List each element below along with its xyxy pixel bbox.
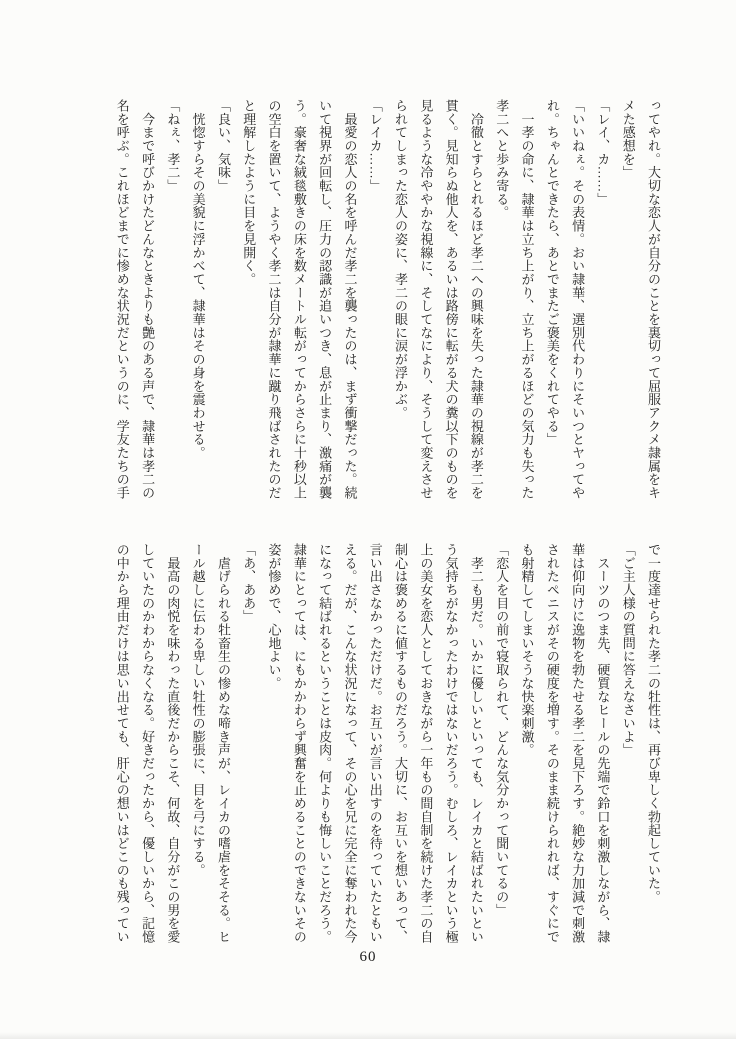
text-column: 恍惚すらその美貌に浮かべて、隷華はその身を震わせる。 [190, 99, 206, 460]
text-column: 「あ、ああ」 [241, 543, 257, 624]
text-column: 冷徹とすらとれるほど孝二への興味を失った隷華の視線が孝二を [468, 99, 484, 500]
text-column: の中から理由だけは思い出せても、肝心の想いはどこのも残ってい [114, 543, 130, 944]
text-column: 最高の肉悦を味わった直後だからこそ、何故、自分がこの男を愛 [165, 543, 181, 944]
text-column: スーツのつま先、硬質なヒールの先端で鈴口を刺激しながら、隷 [595, 543, 611, 944]
text-column: られてしまった恋人の姿に、孝二の眼に涙が浮かぶ。 [393, 99, 409, 420]
text-column: も射精してしまいそうな快楽刺激。 [519, 543, 535, 757]
text-column: 「いいねぇ。その表情。おい隷華、選別代わりにそいつとヤってや [570, 99, 586, 500]
text-column: 名を呼ぶ。これほどまでに惨めな状況だというのに、学友たちの手 [114, 99, 130, 500]
text-column: 今まで呼びかけたどんなときよりも艶のある声で、隷華は孝二の [140, 99, 156, 500]
text-column: 「レイカ……」 [367, 99, 383, 193]
text-column: と理解したように目を見開く。 [241, 99, 257, 286]
text-column: 最愛の恋人の名を呼んだ孝二を襲ったのは、まず衝撃だった。続 [342, 99, 358, 500]
text-column: 孝二も男だ。いかに優しいといっても、レイカと結ばれたいとい [468, 543, 484, 944]
text-column: になって結ばれるということは皮肉。何よりも悔しいことだろう。 [317, 543, 333, 944]
text-column: 貫く。見知らぬ他人を、あるいは路傍に転がる犬の糞以下のものを [443, 99, 459, 500]
text-column: 「恋人を目の前で寝取られて、どんな気分かって聞いてるの」 [494, 543, 510, 917]
text-column: 上の美女を恋人としておきながら一年もの間自制を続けた孝二の自 [418, 543, 434, 944]
text-column: れ。ちゃんとできたら、あとでまたご褒美をくれてやる」 [544, 99, 560, 447]
text-column: 見るような冷ややかな視線に、そしてなにより、そうして変えさせ [418, 99, 434, 500]
text-column: 言い出さなかっただけだ。お互いが言い出すのを待っていたともい [367, 543, 383, 944]
text-column: で一度達せられた孝二の牡性は、再び卑しく勃起していた。 [646, 543, 661, 904]
text-column: える。だが、こんな状況になって、その心を兄に完全に奪われた今 [342, 543, 358, 944]
text-column: 隷華にとっては、にもかかわらず興奮を止めることのできないその [291, 543, 307, 944]
text-column: 「レイ、カ……」 [595, 99, 611, 206]
top-text-block [109, 99, 666, 511]
text-column: の空白を置いて、ようやく孝二は自分が隷華に蹴り飛ばされたのだ [266, 99, 282, 500]
text-column: されたペニスがその硬度を増す。そのまま続けられれば、すぐにで [544, 543, 560, 944]
text-column: 「ご主人様の質問に答えなさいよ」 [620, 543, 636, 757]
text-column: ってやれ。大切な恋人が自分のことを裏切って屈服アクメ隷属をキ [646, 99, 661, 500]
page-number: 60 [359, 949, 377, 965]
text-column: う。豪奢な絨毯敷きの床を数メートル転がってからさらに十秒以上 [291, 99, 307, 500]
text-column: 一孝の命に、隷華は立ち上がり、立ち上がるほどの気力も失った [519, 99, 535, 500]
text-column: メた感想を」 [620, 99, 636, 180]
text-column: していたのかわからなくなる。好きだったから、優しいから、記憶 [140, 543, 156, 944]
text-column: いて視界が回転し、圧力の認識が追いつき、息が止まり、激痛が襲 [317, 99, 333, 500]
text-column: 「ねぇ、孝二」 [165, 99, 181, 193]
text-column: 華は仰向けに逸物を勃たせる孝二を見下ろす。絶妙な力加減で刺激 [570, 543, 586, 944]
text-column: 虐げられる牡畜生の惨めな啼き声が、レイカの嗜虐をそそる。ヒ [215, 543, 231, 944]
text-column: 姿が惨めで、心地よい。 [266, 543, 282, 690]
text-column: 制心は褒めるに値するものだろう。大切に、お互いを想いあって、 [393, 543, 409, 944]
text-column: 孝二へと歩み寄る。 [494, 99, 510, 220]
bottom-text-block [109, 543, 666, 955]
text-column: う気持ちがなかったわけではないだろう。むしろ、レイカという極 [443, 543, 459, 944]
text-column: 「良い、気味」 [215, 99, 231, 193]
text-column: ール越しに伝わる卑しい牡性の膨張に、目を弓にする。 [190, 543, 206, 877]
